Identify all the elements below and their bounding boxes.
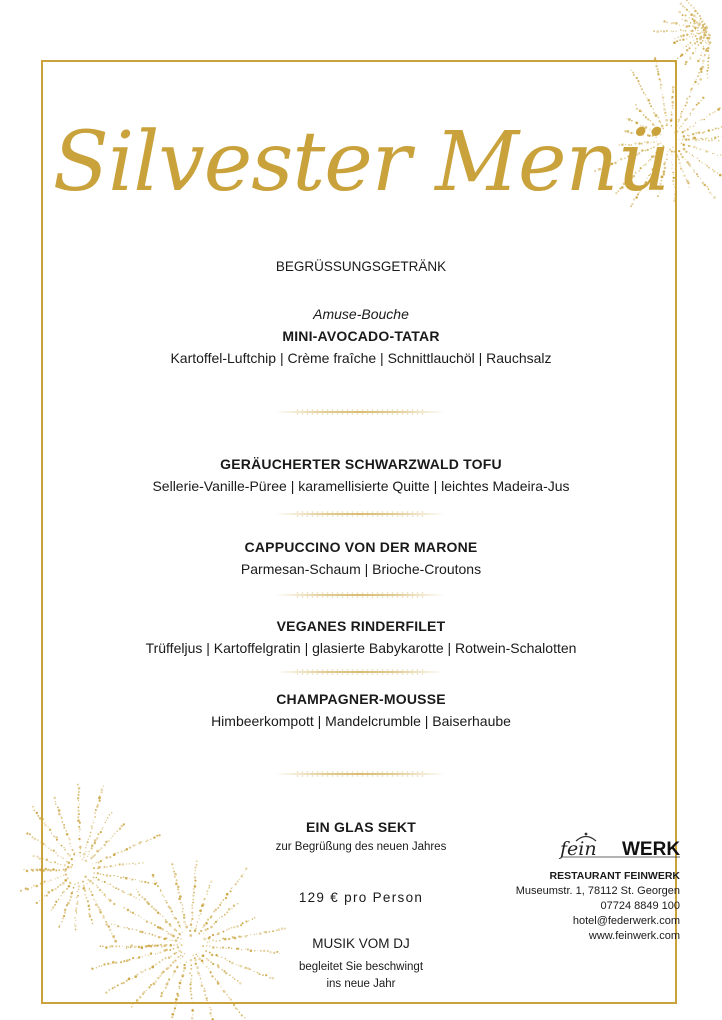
sparkle-dot [673, 22, 675, 24]
amuse-bouche-kicker: Amuse-Bouche [313, 306, 409, 322]
sparkle-dot [693, 14, 696, 17]
sparkle-dot [705, 30, 708, 33]
sparkle-dot [693, 34, 694, 35]
sparkle-dot [706, 43, 707, 44]
sparkle-dot [692, 36, 693, 37]
sparkle-dot [692, 45, 693, 46]
sparkle-dot [30, 869, 32, 871]
sparkle-dot [698, 22, 701, 25]
sparkle-dot [686, 34, 689, 37]
sparkle-dot [131, 1006, 133, 1008]
course-name: VEGANES RINDERFILET [276, 618, 446, 634]
logo-bold-text: WERK [622, 839, 681, 860]
divider [275, 590, 445, 600]
sparkle-dot [686, 0, 688, 1]
sparkle-dot [656, 30, 659, 33]
sparkle-dot [708, 54, 709, 55]
sparkle-dot [29, 833, 31, 835]
sparkle-dot [693, 84, 694, 85]
sparkle-dot [675, 22, 678, 25]
sparkle-dot [673, 31, 675, 33]
music-name: MUSIK VOM DJ [312, 936, 410, 951]
sparkle-dot [694, 42, 696, 44]
sparkle-dot [698, 72, 700, 74]
sparkle-dot [708, 57, 710, 59]
sparkle-dot [696, 79, 697, 80]
menu-title [0, 92, 722, 242]
music-description-line-1: begleitet Sie beschwingt [298, 961, 424, 973]
sparkle-dot [690, 13, 693, 16]
sparkle-dot [677, 58, 678, 59]
sparkle-dot [37, 839, 38, 840]
sparkle-dot [682, 34, 684, 36]
sparkle-dot [36, 902, 38, 904]
sparkle-dot [683, 24, 684, 25]
sparkle-dot [237, 1009, 239, 1011]
sparkle-dot [687, 44, 688, 45]
sparkle-dot [692, 52, 694, 54]
sparkle-dot [26, 832, 28, 834]
sparkle-dot [697, 83, 699, 85]
sparkle-dot [700, 42, 702, 44]
restaurant-name: RESTAURANT FEINWERK [549, 870, 680, 882]
sparkle-dot [660, 30, 662, 32]
sparkle-dot [688, 11, 690, 13]
course-name: GERÄUCHERTER SCHWARZWALD TOFU [220, 456, 502, 472]
sparkle-dot [682, 38, 684, 40]
amuse-course-name: MINI-AVOCADO-TATAR [282, 328, 440, 344]
sparkle-dot [699, 15, 701, 17]
sparkle-dot [703, 56, 704, 57]
sparkle-dot [698, 33, 700, 35]
sparkle-dot [708, 34, 709, 35]
sparkle-dot [703, 48, 705, 50]
sparkle-dot [26, 870, 29, 873]
sparkle-dot [682, 19, 683, 20]
sparkle-dot [36, 812, 38, 814]
sparkle-dot [39, 900, 40, 901]
sparkle-dot [707, 73, 708, 74]
course-description: Parmesan-Schaum | Brioche-Croutons [240, 561, 482, 577]
sparkle-dot [239, 1011, 241, 1013]
sparkle-dot [680, 29, 682, 31]
sparkle-dot [702, 66, 705, 69]
sparkle-dot [680, 55, 682, 57]
restaurant-phone: 07724 8849 100 [600, 900, 680, 912]
sparkle-dot [696, 17, 697, 18]
sparkle-dot [704, 23, 706, 25]
music-description-line-2: ins neue Jahr [326, 978, 396, 990]
sparkle-dot [697, 27, 699, 29]
sparkle-dot [171, 1016, 173, 1018]
sparkle-dot [698, 44, 700, 46]
sparkle-dot [706, 48, 708, 50]
restaurant-contact-block [516, 869, 680, 944]
sparkle-dot [705, 42, 706, 43]
sparkle-dot [192, 1014, 193, 1015]
sparkle-dot [708, 44, 709, 45]
sparkle-dot [690, 33, 692, 35]
sparkle-dot [654, 57, 656, 59]
sparkle-dot [706, 27, 708, 29]
sparkle-dot [707, 61, 709, 63]
sparkle-dot [33, 885, 35, 887]
sparkle-dot [700, 18, 702, 20]
sparkle-dot [699, 58, 700, 59]
restaurant-website[interactable]: www.feinwerk.com [588, 930, 680, 942]
sparkle-dot [33, 810, 34, 811]
sparkle-dot [235, 1007, 236, 1008]
sparkle-dot [666, 22, 668, 24]
sparkle-dot [686, 49, 689, 52]
sparkle-dot [31, 887, 32, 888]
sparkle-dot [709, 41, 712, 44]
sparkle-dot [689, 42, 691, 44]
sparkle-dot [233, 1004, 235, 1006]
sparkle-dot [705, 49, 707, 51]
sparkle-dot [244, 1017, 245, 1018]
course-description: Himbeerkompott | Mandelcrumble | Baiserhaube [211, 713, 511, 729]
sparkle-dot [707, 77, 708, 78]
sparkle-dot [700, 75, 701, 76]
sparkle-dot [191, 1017, 193, 1019]
sparkle-dot [689, 36, 690, 37]
sparkle-dot [693, 40, 694, 41]
sparkle-dot [694, 27, 697, 30]
sparkle-dot [653, 30, 655, 32]
sparkle-dot [686, 46, 687, 47]
sparkle-dot [699, 39, 700, 40]
sparkle-dot [210, 1009, 211, 1010]
sparkle-dot [686, 20, 687, 21]
sparkle-dot [36, 856, 38, 858]
sparkle-dot [703, 37, 705, 39]
sparkle-dot [20, 890, 22, 892]
sparkle-dot [683, 47, 684, 48]
sparkle-dot [702, 20, 704, 22]
sparkle-dot [696, 21, 699, 24]
sekt-name: EIN GLAS SEKT [306, 819, 416, 835]
sparkle-dot [706, 26, 707, 27]
divider [275, 769, 445, 779]
course-name: CHAMPAGNER-MOUSSE [276, 691, 446, 707]
sparkle-dot [209, 1012, 211, 1014]
sparkle-dot [694, 81, 696, 83]
sparkle-dot [171, 1013, 174, 1016]
sparkle-dot [671, 22, 673, 24]
sparkle-dot [36, 868, 39, 871]
sparkle-dot [674, 38, 675, 39]
sparkle-dot [702, 63, 703, 64]
sparkle-dot [697, 60, 700, 63]
sparkle-dot [685, 53, 686, 54]
sparkle-dot [689, 17, 690, 18]
sparkle-dot [696, 24, 697, 25]
sparkle-dot [693, 7, 694, 8]
sparkle-dot [680, 35, 683, 38]
sparkle-dot [32, 836, 34, 838]
sparkle-dot [666, 30, 668, 32]
sparkle-dot [688, 25, 690, 27]
sparkle-dot [692, 25, 694, 27]
sparkle-dot [702, 60, 705, 63]
sparkle-dot [691, 88, 692, 89]
sparkle-dot [691, 30, 694, 33]
sparkle-dot [675, 30, 677, 32]
sparkle-dot [686, 25, 689, 28]
sparkle-dot [679, 25, 680, 26]
sparkle-dot [704, 27, 706, 29]
sparkle-dot [699, 20, 700, 21]
sparkle-dot [693, 19, 696, 22]
sparkle-dot [707, 40, 709, 42]
sparkle-dot [695, 29, 696, 30]
sparkle-dot [211, 1015, 212, 1016]
sparkle-dot [688, 2, 689, 3]
sparkle-dot [32, 806, 34, 808]
sparkle-dot [700, 71, 702, 73]
sparkle-dot [702, 46, 704, 48]
sparkle-dot [678, 37, 679, 38]
sparkle-dot [34, 838, 37, 841]
sparkle-dot [697, 30, 698, 31]
sparkle-dot [191, 1009, 194, 1012]
divider [275, 509, 445, 519]
sparkle-dot [676, 40, 678, 42]
sparkle-dot [682, 14, 684, 16]
sparkle-dot [701, 52, 702, 53]
sparkle-dot [671, 30, 672, 31]
course-description: Sellerie-Vanille-Püree | karamellisierte Quitte | leichtes Madeira-Jus [152, 478, 570, 494]
sparkle-dot [173, 1010, 175, 1012]
sparkle-dot [695, 35, 697, 37]
sparkle-dot [673, 41, 676, 44]
sparkle-dot [663, 31, 665, 33]
sparkle-dot [706, 70, 708, 72]
sparkle-dot [695, 48, 697, 50]
sparkle-dot [682, 5, 684, 7]
sparkle-dot [685, 63, 687, 65]
logo-script-text: fein [560, 838, 597, 860]
sparkle-dot [690, 30, 691, 31]
sparkle-dot [692, 18, 694, 20]
sparkle-dot [685, 30, 686, 31]
sparkle-dot [696, 41, 698, 43]
sparkle-dot [689, 47, 691, 49]
sparkle-dot [702, 40, 704, 42]
sparkle-dot [690, 57, 691, 58]
sparkle-dot [694, 10, 696, 12]
sparkle-dot [704, 54, 706, 56]
sparkle-dot [680, 2, 682, 4]
sparkle-dot [700, 35, 702, 37]
sparkle-dot [690, 22, 691, 23]
welcome-drink-label: BEGRÜSSUNGSGETRÄNK [275, 259, 447, 274]
course-name: CAPPUCCINO VON DER MARONE [244, 539, 478, 555]
sparkle-dot [678, 11, 681, 14]
price-per-person: 129 € pro Person [298, 890, 424, 905]
sparkle-dot [701, 31, 702, 32]
sparkle-dot [686, 9, 688, 11]
sparkle-dot [700, 32, 701, 33]
sparkle-dot [696, 38, 698, 40]
sparkle-dot [707, 67, 709, 69]
sparkle-dot [690, 4, 692, 6]
sparkle-dot [689, 58, 691, 60]
sparkle-dot [25, 887, 28, 890]
sparkle-dot [697, 75, 699, 77]
sparkle-dot [700, 68, 703, 71]
sparkle-dot [682, 30, 684, 32]
sparkle-dot [686, 38, 687, 39]
sparkle-dot [663, 20, 665, 22]
sparkle-dot [705, 41, 706, 42]
sparkle-dot [33, 868, 34, 869]
sparkle-dot [706, 37, 709, 40]
sparkle-dot [685, 61, 688, 64]
feinwerk-logo [556, 828, 682, 864]
divider [275, 407, 445, 417]
sparkle-dot [175, 1005, 176, 1006]
restaurant-email[interactable]: hotel@federwerk.com [572, 915, 680, 927]
sparkle-dot [693, 22, 695, 24]
title-script-text: Silvester Menü [52, 115, 670, 210]
course-description: Trüffeljus | Kartoffelgratin | glasierte Babykarotte | Rotwein-Schalotten [145, 640, 577, 656]
sparkle-dot [701, 32, 702, 33]
sparkle-dot [23, 869, 25, 871]
sparkle-dot [684, 20, 686, 22]
sparkle-dot [696, 33, 697, 34]
sparkle-dot [35, 885, 38, 888]
sekt-description: zur Begrüßung des neuen Jahres [275, 841, 447, 853]
sparkle-dot [695, 50, 696, 51]
restaurant-address: Museumstr. 1, 78112 St. Georgen [515, 885, 680, 897]
sparkle-dot [241, 1014, 243, 1016]
sparkle-dot [701, 28, 702, 29]
sparkle-dot [33, 855, 35, 857]
sparkle-dot [699, 37, 700, 38]
sparkle-dot [699, 78, 702, 81]
sparkle-dot [209, 1007, 211, 1009]
divider [275, 667, 445, 677]
sparkle-dot [174, 1007, 176, 1009]
sparkle-dot [685, 14, 687, 16]
sparkle-dot [37, 815, 39, 817]
sparkle-dot [684, 7, 685, 8]
sparkle-dot [697, 13, 699, 15]
amuse-course-description: Kartoffel-Luftchip | Crème fraîche | Schnittlauchöl | Rauchsalz [170, 350, 552, 366]
sparkle-dot [707, 64, 709, 66]
sparkle-dot [679, 39, 681, 41]
sparkle-dot [700, 55, 701, 56]
